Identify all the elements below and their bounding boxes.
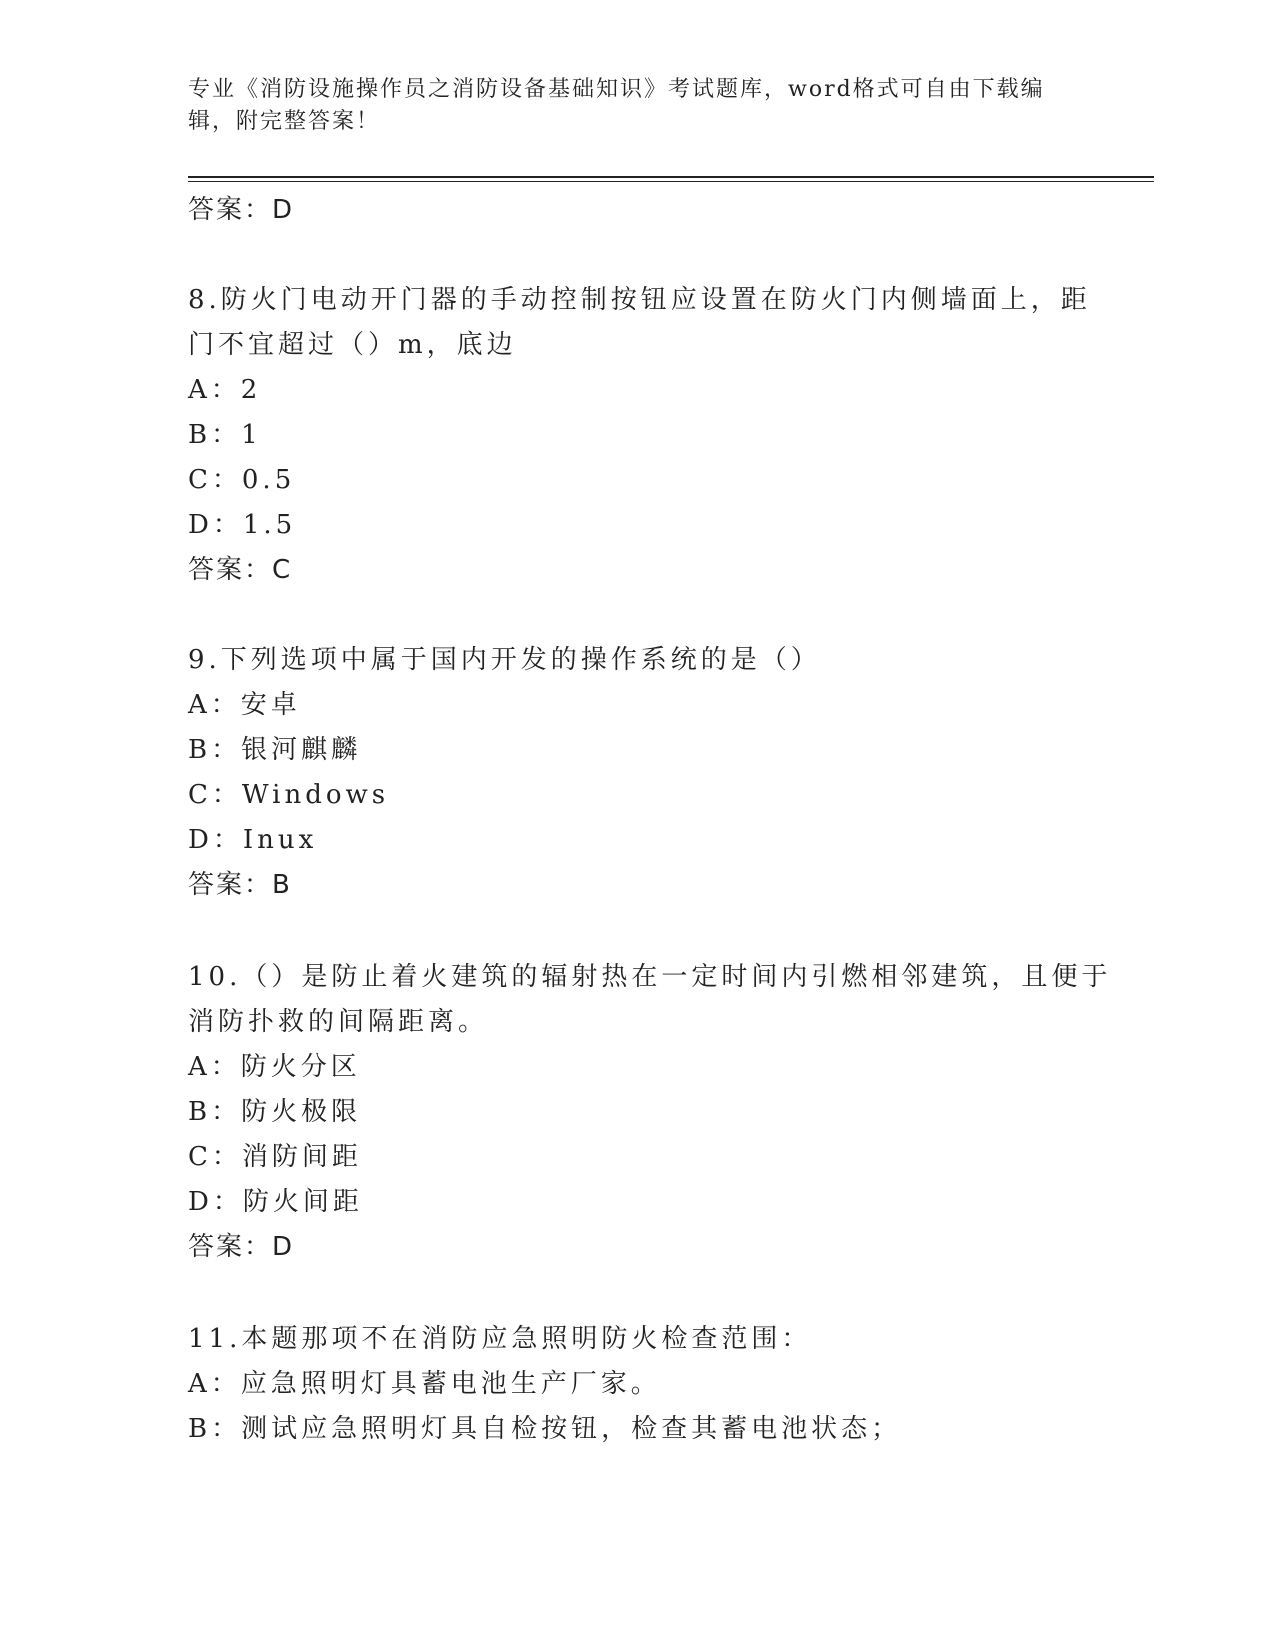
question-10-stem-line-2: 消防扑救的间隔距离。: [188, 1007, 489, 1037]
question-8-stem-line-2: 门不宜超过（）m，底边: [188, 330, 517, 360]
question-9-answer: 答案：B: [188, 870, 292, 900]
question-9-option-b: B：银河麒麟: [188, 735, 362, 765]
question-8-answer: 答案：C: [188, 555, 293, 585]
question-9-option-a: A：安卓: [188, 690, 301, 720]
question-8-option-a: A：2: [188, 375, 262, 405]
header-note-line-2: 辑，附完整答案！: [188, 109, 381, 134]
question-8-option-c: C：0.5: [188, 465, 296, 495]
question-10-option-a: A：防火分区: [188, 1052, 361, 1082]
header-note: [188, 74, 1088, 138]
question-11-option-b: B：测试应急照明灯具自检按钮，检查其蓄电池状态；: [188, 1414, 902, 1444]
previous-answer: 答案：D: [188, 195, 295, 225]
question-8-stem-line-1: 8.防火门电动开门器的手动控制按钮应设置在防火门内侧墙面上，距: [188, 285, 1091, 315]
question-10-option-b: B：防火极限: [188, 1097, 362, 1127]
question-9-option-d: D：Inux: [188, 825, 318, 855]
question-8-option-d: D：1.5: [188, 510, 297, 540]
question-8-option-b: B：1: [188, 420, 262, 450]
question-10-answer: 答案：D: [188, 1232, 295, 1262]
question-10-option-c: C：消防间距: [188, 1142, 362, 1172]
question-10-stem-line-1: 10.（）是防止着火建筑的辐射热在一定时间内引燃相邻建筑，且便于: [188, 962, 1112, 992]
header-divider: [188, 176, 1154, 178]
question-9-option-c: C：Windows: [188, 780, 390, 810]
question-10-option-d: D：防火间距: [188, 1187, 363, 1217]
header-divider-thin: [188, 181, 1154, 182]
question-11-stem: 11.本题那项不在消防应急照明防火检查范围：: [188, 1324, 812, 1354]
question-9-stem: 9.下列选项中属于国内开发的操作系统的是（）: [188, 645, 821, 675]
question-11-option-a: A：应急照明灯具蓄电池生产厂家。: [188, 1369, 661, 1399]
header-note-line-1: 专业《消防设施操作员之消防设备基础知识》考试题库，word格式可自由下载编: [188, 77, 1045, 102]
